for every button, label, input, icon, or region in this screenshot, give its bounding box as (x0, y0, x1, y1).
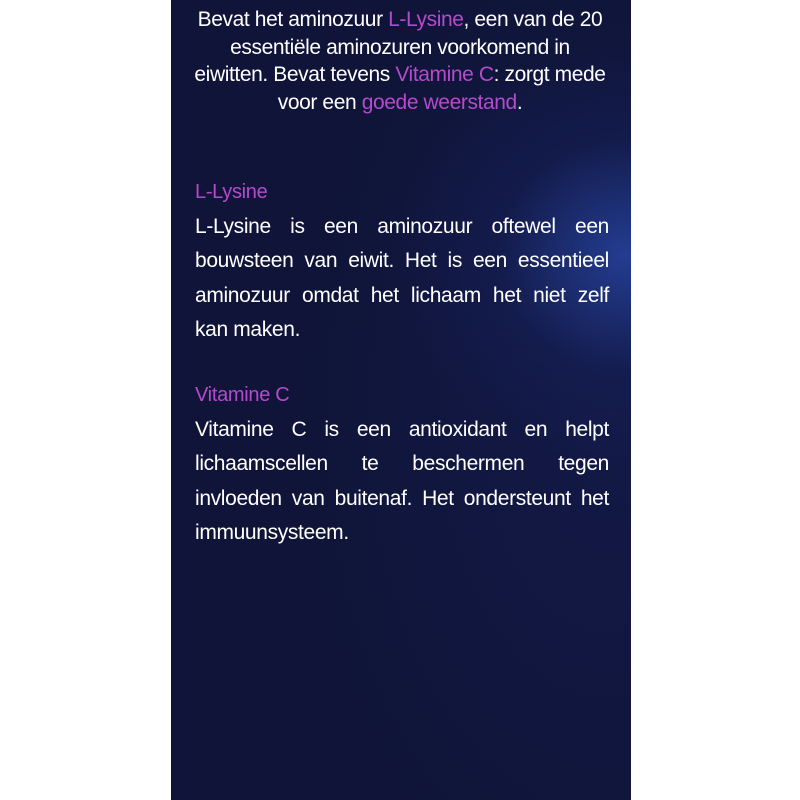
section-title-lysine: L-Lysine (195, 181, 268, 203)
section-vitamine-c (195, 378, 609, 551)
section-lysine (195, 175, 609, 348)
section-line: Vitamine C is een antioxidant en helpt (195, 417, 609, 441)
section-body-vitamine-c (195, 413, 609, 551)
section-line: invloeden van buitenaf. Het ondersteunt het (195, 486, 609, 510)
section-line: lichaamscellen te beschermen tegen (195, 452, 609, 475)
intro-text-2: , een van de 20 essentiële aminozuren voorkomend in eiwitten. Bevat tevens (194, 8, 603, 86)
section-line: L-Lysine is een aminozuur oftewel een (195, 214, 609, 238)
intro-text-1: Bevat het aminozuur (197, 8, 389, 31)
section-line: kan maken. (195, 318, 301, 341)
section-line: aminozuur omdat het lichaam het niet zelf (195, 283, 609, 307)
section-line: immuunsysteem. (195, 521, 349, 544)
intro-paragraph (191, 6, 609, 116)
section-title-vitamine-c: Vitamine C (195, 384, 290, 406)
intro-highlight-weerstand: goede weerstand (361, 90, 517, 114)
intro-text-3: : zorgt mede voor een (277, 63, 606, 114)
intro-highlight-vitamine-c: Vitamine C (395, 63, 494, 86)
product-info-panel (171, 0, 631, 800)
intro-highlight-lysine: L-Lysine (388, 8, 464, 31)
section-line: bouwsteen van eiwit. Het is een essentieel (195, 249, 609, 272)
intro-text-4: . (516, 90, 523, 114)
section-body-lysine (195, 210, 609, 348)
